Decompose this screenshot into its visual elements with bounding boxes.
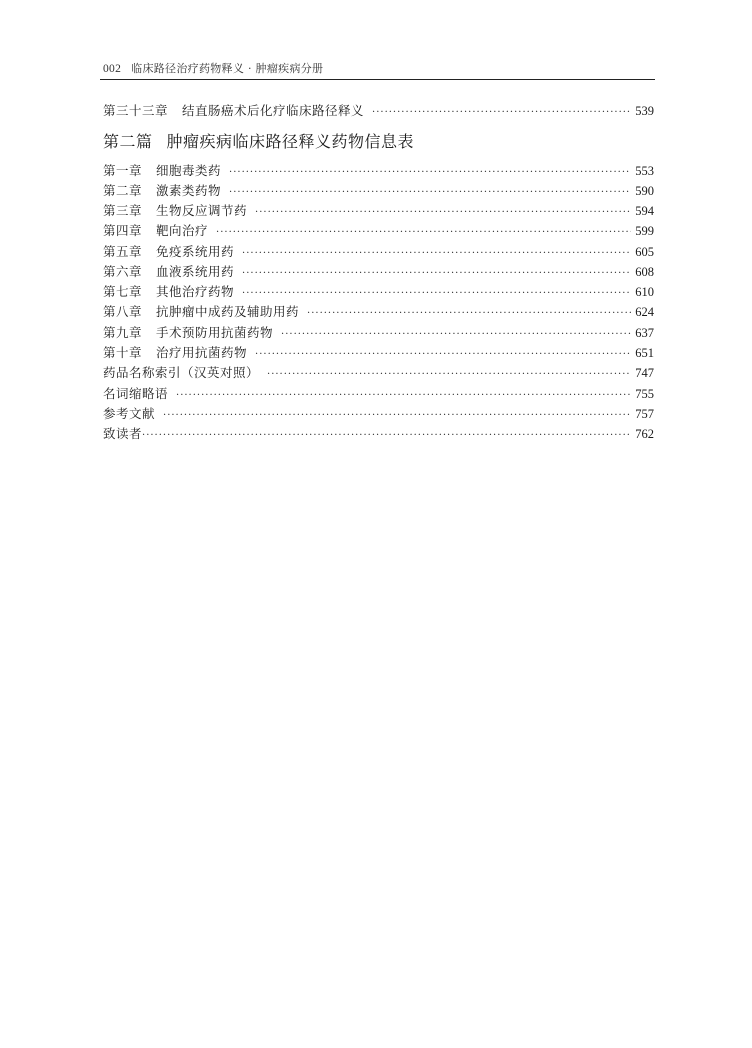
toc-chapter-number: 第三十三章 — [103, 103, 169, 118]
toc-leader-dots — [163, 410, 631, 421]
toc-leader-dots — [267, 369, 631, 380]
toc-page-number: 762 — [635, 427, 654, 441]
toc-chapter-title: 免疫系统用药 — [156, 244, 235, 259]
toc-leader-dots — [242, 288, 631, 299]
toc-entry[interactable] — [103, 404, 654, 422]
toc-leader-dots — [216, 227, 631, 238]
toc-entry[interactable] — [103, 282, 654, 300]
part-label: 第二篇 — [103, 132, 153, 151]
toc-page-number: 599 — [635, 224, 654, 238]
toc-entry[interactable] — [103, 181, 654, 199]
part-heading — [103, 129, 654, 151]
toc-chapter-title: 激素类药物 — [156, 183, 222, 198]
toc-chapter-number: 第三章 — [103, 203, 143, 218]
toc-page-number: 637 — [635, 326, 654, 340]
toc-appendix-title: 致读者 — [103, 426, 143, 441]
toc-leader-dots — [255, 207, 631, 218]
toc-page-number: 553 — [635, 164, 654, 178]
toc-leader-dots — [229, 167, 631, 178]
toc-entry[interactable] — [103, 302, 654, 320]
toc-page-number: 747 — [635, 366, 654, 380]
toc-page-number: 590 — [635, 184, 654, 198]
header-page-number: 002 — [103, 63, 122, 75]
toc-leader-dots — [307, 308, 631, 319]
toc-entry[interactable] — [103, 101, 654, 119]
toc-chapter-number: 第九章 — [103, 325, 143, 340]
toc-leader-dots — [281, 329, 631, 340]
toc-chapter-number: 第十章 — [103, 345, 143, 360]
toc-chapter-title: 手术预防用抗菌药物 — [156, 325, 274, 340]
toc-chapter-number: 第五章 — [103, 244, 143, 259]
toc-page-number: 624 — [635, 305, 654, 319]
toc-chapter-title: 其他治疗药物 — [156, 284, 235, 299]
header-book-title: 临床路径治疗药物释义 · 肿瘤疾病分册 — [131, 62, 324, 75]
toc-entry[interactable] — [103, 161, 654, 179]
toc-leader-dots — [229, 187, 631, 198]
toc-leader-dots — [372, 107, 631, 118]
toc-entry[interactable] — [103, 343, 654, 361]
toc-entry[interactable] — [103, 221, 654, 239]
toc-leader-dots — [242, 268, 631, 279]
toc-chapter-number: 第七章 — [103, 284, 143, 299]
toc-page-number: 757 — [635, 407, 654, 421]
toc-chapter-title: 生物反应调节药 — [156, 203, 248, 218]
toc-chapter-title: 血液系统用药 — [156, 264, 235, 279]
toc-page-number: 651 — [635, 346, 654, 360]
toc-entry[interactable] — [103, 424, 654, 442]
toc-chapter-title: 结直肠癌术后化疗临床路径释义 — [182, 103, 365, 118]
toc-appendix-title: 药品名称索引（汉英对照） — [103, 365, 260, 380]
toc-leader-dots — [142, 430, 631, 441]
part-title: 肿瘤疾病临床路径释义药物信息表 — [166, 132, 415, 151]
toc-entry[interactable] — [103, 384, 654, 402]
toc-chapter-number: 第一章 — [103, 163, 143, 178]
toc-page-number: 539 — [635, 104, 654, 118]
toc-chapter-title: 细胞毒类药 — [156, 163, 222, 178]
toc-page-number: 755 — [635, 387, 654, 401]
toc-page-number: 608 — [635, 265, 654, 279]
toc-chapter-number: 第六章 — [103, 264, 143, 279]
toc-chapter-number: 第八章 — [103, 304, 143, 319]
toc-entry[interactable] — [103, 323, 654, 341]
running-header — [103, 60, 654, 76]
toc-chapter-title: 抗肿瘤中成药及辅助用药 — [156, 304, 300, 319]
toc-chapter-number: 第四章 — [103, 223, 143, 238]
toc-entry[interactable] — [103, 363, 654, 381]
header-rule — [100, 79, 655, 80]
toc-chapter-title: 靶向治疗 — [156, 223, 209, 238]
toc-appendix-title: 参考文献 — [103, 406, 156, 421]
toc-chapter-number: 第二章 — [103, 183, 143, 198]
toc-leader-dots — [176, 390, 631, 401]
toc-chapter-title: 治疗用抗菌药物 — [156, 345, 248, 360]
toc-entry[interactable] — [103, 242, 654, 260]
toc-leader-dots — [255, 349, 631, 360]
toc-page-number: 610 — [635, 285, 654, 299]
toc-leader-dots — [242, 248, 631, 259]
toc-appendix-title: 名词缩略语 — [103, 386, 169, 401]
toc-entry[interactable] — [103, 201, 654, 219]
toc-page-number: 594 — [635, 204, 654, 218]
toc-entry[interactable] — [103, 262, 654, 280]
toc-page-number: 605 — [635, 245, 654, 259]
